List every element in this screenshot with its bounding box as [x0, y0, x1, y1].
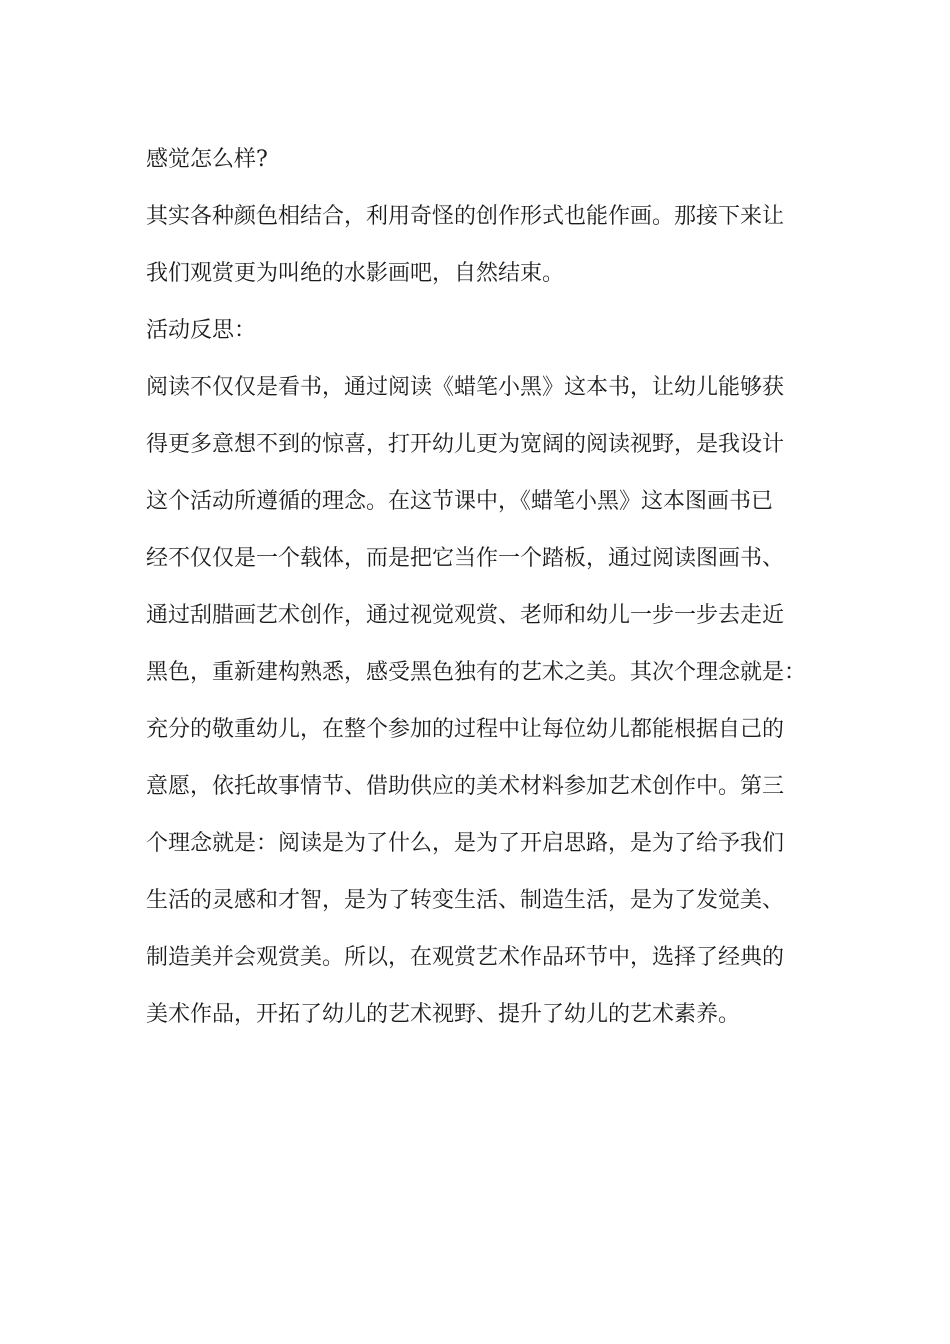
text-line: 通过刮腊画艺术创作，通过视觉观赏、老师和幼儿一步一步去走近: [146, 603, 785, 628]
text-line: 经不仅仅是一个载体，而是把它当作一个踏板，通过阅读图画书、: [146, 546, 785, 571]
text-line: 个理念就是：阅读是为了什么，是为了开启思路，是为了给予我们: [146, 831, 785, 856]
text-line: 感觉怎么样?: [146, 147, 268, 172]
text-line: 制造美并会观赏美。所以，在观赏艺术作品环节中，选择了经典的: [146, 945, 785, 970]
text-line: 意愿，依托故事情节、借助供应的美术材料参加艺术创作中。第三: [146, 774, 785, 799]
document-body: [146, 131, 826, 1043]
text-line: 阅读不仅仅是看书，通过阅读《蜡笔小黑》这本书，让幼儿能够获: [146, 375, 785, 400]
text-line: 生活的灵感和才智，是为了转变生活、制造生活，是为了发觉美、: [146, 888, 785, 913]
text-line: 其实各种颜色相结合，利用奇怪的创作形式也能作画。那接下来让: [146, 204, 785, 229]
text-line: 得更多意想不到的惊喜，打开幼儿更为宽阔的阅读视野，是我设计: [146, 432, 785, 457]
text-line: 这个活动所遵循的理念。在这节课中，《蜡笔小黑》这本图画书已: [146, 489, 774, 514]
section-heading: 活动反思：: [146, 318, 257, 343]
text-line: 我们观赏更为叫绝的水影画吧，自然结束。: [146, 261, 565, 286]
text-line: 充分的敬重幼儿，在整个参加的过程中让每位幼儿都能根据自己的: [146, 717, 785, 742]
text-line: 美术作品，开拓了幼儿的艺术视野、提升了幼儿的艺术素养。: [146, 1002, 741, 1027]
text-line: 黑色，重新建构熟悉，感受黑色独有的艺术之美。其次个理念就是：: [146, 660, 807, 685]
